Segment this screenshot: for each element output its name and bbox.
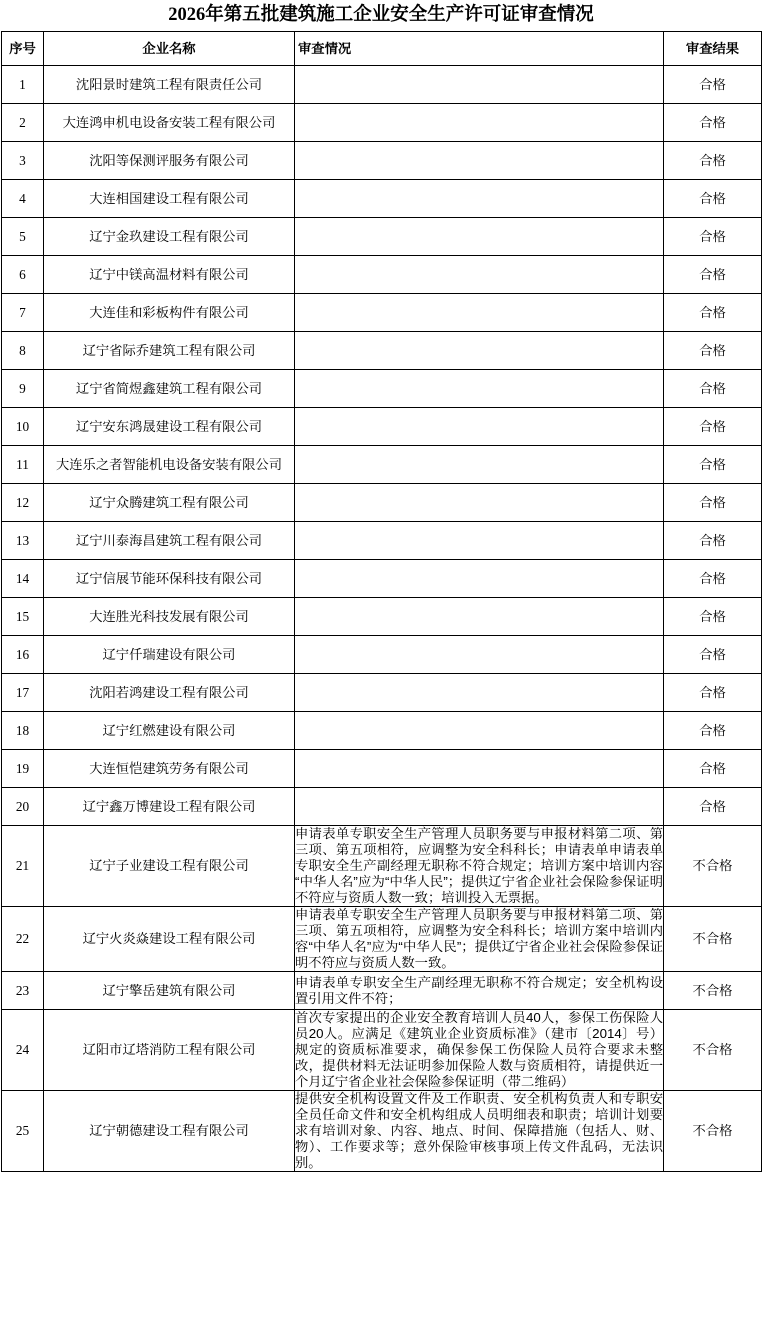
cell-review-detail (295, 446, 664, 484)
cell-review-detail (295, 332, 664, 370)
cell-index: 21 (2, 826, 44, 907)
table-header (2, 32, 762, 66)
cell-review-detail (295, 598, 664, 636)
cell-review-detail: 申请表单专职安全生产管理人员职务要与申报材料第二项、第三项、第五项相符，应调整为安全科科长；申请表单申请表单专职安全生产副经理无职称不符合规定；培训方案中培训内容“中华人名”应为“中华人民”；提供辽宁省企业社会保险参保证明不符应与资质人数一致；培训投入无票据。 (295, 826, 663, 905)
cell-company-name: 大连佳和彩板构件有限公司 (44, 294, 295, 332)
cell-review-result: 合格 (664, 66, 762, 104)
cell-review-result: 合格 (664, 712, 762, 750)
cell-review-detail (295, 636, 664, 674)
page-title: 2026年第五批建筑施工企业安全生产许可证审查情况 (168, 5, 594, 25)
cell-review-result: 不合格 (664, 1010, 762, 1091)
cell-index: 7 (2, 294, 44, 332)
cell-index: 24 (2, 1010, 44, 1091)
cell-index: 16 (2, 636, 44, 674)
cell-review-result: 合格 (664, 750, 762, 788)
cell-review-detail (295, 522, 664, 560)
cell-review-result: 合格 (664, 598, 762, 636)
table-row (2, 1091, 762, 1172)
cell-review-detail (295, 674, 664, 712)
cell-review-detail (295, 218, 664, 256)
cell-company-name: 大连胜光科技发展有限公司 (44, 598, 295, 636)
cell-review-detail (295, 294, 664, 332)
cell-review-result: 合格 (664, 408, 762, 446)
table-row (2, 636, 762, 674)
cell-company-name: 辽宁金玖建设工程有限公司 (44, 218, 295, 256)
cell-index: 18 (2, 712, 44, 750)
table-row (2, 484, 762, 522)
cell-review-detail (295, 712, 664, 750)
cell-review-result: 合格 (664, 142, 762, 180)
table-row (2, 66, 762, 104)
cell-index: 14 (2, 560, 44, 598)
cell-index: 20 (2, 788, 44, 826)
table-row (2, 972, 762, 1010)
table-row (2, 560, 762, 598)
cell-review-result: 合格 (664, 294, 762, 332)
cell-review-detail: 首次专家提出的企业安全教育培训人员40人，参保工伤保险人员20人。应满足《建筑业企业资质标准》（建市〔2014〕号）规定的资质标准要求，确保参保工伤保险人员符合要求未整改，提供材料无法证明参加保险人数与资质相符，请提供近一个月辽宁省企业社会保险参保证明（带二维码） (295, 1010, 663, 1089)
cell-index: 25 (2, 1091, 44, 1172)
cell-review-detail (295, 408, 664, 446)
cell-index: 12 (2, 484, 44, 522)
cell-review-detail (295, 560, 664, 598)
cell-index: 1 (2, 66, 44, 104)
table-row (2, 218, 762, 256)
cell-company-name: 辽宁擎岳建筑有限公司 (44, 972, 295, 1010)
cell-review-result: 合格 (664, 104, 762, 142)
cell-index: 3 (2, 142, 44, 180)
cell-review-result: 合格 (664, 636, 762, 674)
cell-review-result: 不合格 (664, 972, 762, 1010)
cell-review-result: 合格 (664, 218, 762, 256)
cell-index: 19 (2, 750, 44, 788)
cell-index: 6 (2, 256, 44, 294)
cell-company-name: 大连鸿申机电设备安装工程有限公司 (44, 104, 295, 142)
cell-review-detail (295, 104, 664, 142)
column-header-review-detail: 审查情况 (295, 32, 664, 66)
cell-index: 10 (2, 408, 44, 446)
cell-review-result: 合格 (664, 674, 762, 712)
table-row (2, 712, 762, 750)
cell-index: 2 (2, 104, 44, 142)
cell-company-name: 沈阳景时建筑工程有限责任公司 (44, 66, 295, 104)
cell-review-result: 合格 (664, 180, 762, 218)
table-row (2, 750, 762, 788)
cell-company-name: 辽宁鑫万博建设工程有限公司 (44, 788, 295, 826)
cell-review-result: 合格 (664, 788, 762, 826)
table-row (2, 1010, 762, 1091)
cell-index: 15 (2, 598, 44, 636)
cell-review-result: 合格 (664, 256, 762, 294)
cell-company-name: 辽宁中镁高温材料有限公司 (44, 256, 295, 294)
table-row (2, 598, 762, 636)
cell-review-result: 不合格 (664, 907, 762, 972)
table-row (2, 332, 762, 370)
table-header-row (2, 32, 762, 66)
cell-review-detail (295, 788, 664, 826)
cell-review-result: 合格 (664, 446, 762, 484)
cell-company-name: 辽宁子业建设工程有限公司 (44, 826, 295, 907)
cell-review-detail (295, 142, 664, 180)
table-row (2, 142, 762, 180)
cell-company-name: 大连恒恺建筑劳务有限公司 (44, 750, 295, 788)
cell-index: 23 (2, 972, 44, 1010)
table-row (2, 180, 762, 218)
cell-review-detail: 提供安全机构设置文件及工作职责、安全机构负责人和专职安全员任命文件和安全机构组成人员明细表和职责；培训计划要求有培训对象、内容、地点、时间、保障措施（包括人、财、物）、工作要求等；意外保险审核事项上传文件乱码，无法识别。 (295, 1091, 663, 1170)
review-results-table (1, 31, 762, 1172)
cell-company-name: 辽宁省简煜鑫建筑工程有限公司 (44, 370, 295, 408)
cell-company-name: 辽宁信展节能环保科技有限公司 (44, 560, 295, 598)
cell-review-result: 合格 (664, 332, 762, 370)
cell-review-detail (295, 370, 664, 408)
cell-review-result: 合格 (664, 560, 762, 598)
cell-company-name: 辽宁安东鸿晟建设工程有限公司 (44, 408, 295, 446)
cell-review-detail (295, 484, 664, 522)
table-row (2, 788, 762, 826)
cell-company-name: 辽宁仟瑞建设有限公司 (44, 636, 295, 674)
cell-index: 9 (2, 370, 44, 408)
cell-review-result: 合格 (664, 522, 762, 560)
cell-company-name: 大连乐之者智能机电设备安装有限公司 (44, 446, 295, 484)
cell-index: 11 (2, 446, 44, 484)
table-row (2, 907, 762, 972)
cell-index: 22 (2, 907, 44, 972)
cell-company-name: 辽宁众腾建筑工程有限公司 (44, 484, 295, 522)
cell-index: 4 (2, 180, 44, 218)
cell-review-result: 不合格 (664, 1091, 762, 1172)
cell-review-result: 不合格 (664, 826, 762, 907)
table-row (2, 826, 762, 907)
cell-review-detail: 申请表单专职安全生产副经理无职称不符合规定；安全机构设置引用文件不符； (295, 972, 664, 1010)
cell-company-name: 辽宁朝德建设工程有限公司 (44, 1091, 295, 1172)
cell-company-name: 沈阳等保测评服务有限公司 (44, 142, 295, 180)
cell-index: 13 (2, 522, 44, 560)
table-row (2, 522, 762, 560)
cell-company-name: 辽阳市辽塔消防工程有限公司 (44, 1010, 295, 1091)
cell-company-name: 辽宁省际乔建筑工程有限公司 (44, 332, 295, 370)
cell-company-name: 辽宁红燃建设有限公司 (44, 712, 295, 750)
cell-review-detail: 申请表单专职安全生产管理人员职务要与申报材料第二项、第三项、第五项相符，应调整为安全科科长；培训方案中培训内容“中华人名”应为“中华人民”；提供辽宁省企业社会保险参保证明不符应与资质人数一致。 (295, 907, 663, 970)
cell-review-result: 合格 (664, 370, 762, 408)
cell-review-detail (295, 750, 664, 788)
cell-index: 8 (2, 332, 44, 370)
cell-review-detail (295, 180, 664, 218)
cell-index: 17 (2, 674, 44, 712)
table-body (2, 66, 762, 1172)
cell-index: 5 (2, 218, 44, 256)
table-row (2, 408, 762, 446)
column-header-company: 企业名称 (44, 32, 295, 66)
cell-review-result: 合格 (664, 484, 762, 522)
table-row (2, 256, 762, 294)
cell-review-detail (295, 256, 664, 294)
table-row (2, 674, 762, 712)
cell-company-name: 沈阳若鸿建设工程有限公司 (44, 674, 295, 712)
cell-review-detail (295, 66, 664, 104)
table-row (2, 446, 762, 484)
table-row (2, 104, 762, 142)
cell-company-name: 辽宁川泰海昌建筑工程有限公司 (44, 522, 295, 560)
column-header-review-result: 审查结果 (664, 32, 762, 66)
table-row (2, 294, 762, 332)
table-row (2, 370, 762, 408)
cell-company-name: 大连相国建设工程有限公司 (44, 180, 295, 218)
column-header-index: 序号 (2, 32, 44, 66)
cell-company-name: 辽宁火炎焱建设工程有限公司 (44, 907, 295, 972)
